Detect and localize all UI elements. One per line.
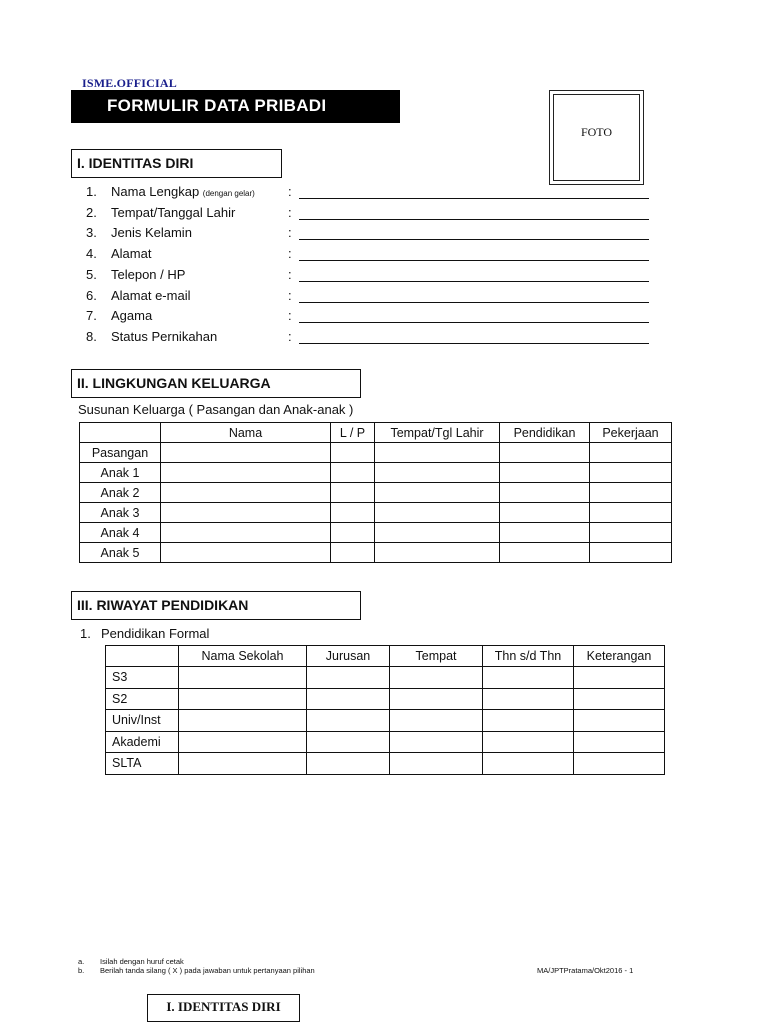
education-table (105, 645, 665, 775)
family-header-cell: Pendidikan (500, 423, 590, 443)
field-input-line[interactable] (299, 281, 649, 282)
education-row (106, 688, 665, 710)
field-colon: : (288, 246, 292, 262)
family-cell[interactable] (331, 463, 375, 483)
education-cell[interactable] (390, 753, 483, 775)
education-row-label: SLTA (106, 753, 179, 775)
field-label-text: Jenis Kelamin (111, 225, 192, 241)
family-cell[interactable] (331, 523, 375, 543)
brand-label: ISME.OFFICIAL (82, 76, 177, 90)
education-cell[interactable] (483, 753, 574, 775)
education-cell[interactable] (574, 731, 665, 753)
field-colon: : (288, 184, 292, 199)
family-cell[interactable] (161, 463, 331, 483)
field-number: 8. (86, 328, 97, 344)
family-header-cell: Nama (161, 423, 331, 443)
identity-field-row (86, 184, 649, 200)
education-row (106, 753, 665, 775)
field-label (111, 184, 255, 199)
form-title: FORMULIR DATA PRIBADI (71, 90, 400, 123)
family-row-label: Anak 1 (80, 463, 161, 483)
identity-field-row (86, 267, 649, 283)
family-cell[interactable] (500, 503, 590, 523)
family-cell[interactable] (590, 523, 672, 543)
field-label-note: (dengan gelar) (202, 189, 255, 198)
family-row (80, 443, 672, 463)
family-cell[interactable] (590, 543, 672, 563)
family-cell[interactable] (375, 463, 500, 483)
family-row (80, 543, 672, 563)
footnote-b-marker: b. (78, 966, 85, 975)
field-colon: : (288, 225, 292, 241)
education-cell[interactable] (307, 667, 390, 689)
field-label (111, 308, 152, 323)
field-label-text: Alamat e-mail (111, 287, 191, 303)
field-number: 6. (86, 287, 97, 303)
family-header-cell: L / P (331, 423, 375, 443)
identity-field-row (86, 246, 649, 262)
family-cell[interactable] (500, 443, 590, 463)
field-input-line[interactable] (299, 260, 649, 261)
field-label (111, 288, 190, 303)
next-page-heading: I. IDENTITAS DIRI (147, 994, 300, 1022)
family-cell[interactable] (161, 543, 331, 563)
education-header-cell: Keterangan (574, 646, 665, 667)
identity-field-row (86, 329, 649, 345)
family-cell[interactable] (590, 503, 672, 523)
field-label-text: Agama (111, 308, 153, 324)
field-label-text: Alamat (111, 246, 152, 262)
page-code: MA/JPTPratama/Okt2016 - 1 (537, 966, 634, 975)
field-input-line[interactable] (299, 302, 649, 303)
field-label-text: Telepon / HP (111, 266, 186, 282)
education-cell[interactable] (179, 667, 307, 689)
education-row-label: S2 (106, 688, 179, 710)
education-header-cell: Thn s/d Thn (483, 646, 574, 667)
photo-box (549, 90, 644, 185)
field-colon: : (288, 204, 292, 220)
field-label-text: Tempat/Tanggal Lahir (111, 204, 236, 220)
identity-field-row (86, 205, 649, 221)
education-cell[interactable] (483, 731, 574, 753)
family-header-cell: Tempat/Tgl Lahir (375, 423, 500, 443)
field-label (111, 205, 235, 220)
family-row-label: Anak 2 (80, 483, 161, 503)
education-cell[interactable] (574, 710, 665, 732)
family-cell[interactable] (331, 483, 375, 503)
identity-field-row (86, 308, 649, 324)
field-number: 3. (86, 225, 97, 241)
footnote-b-text: Berilah tanda silang ( X ) pada jawaban untuk pertanyaan pilihan (100, 966, 315, 975)
field-label (111, 267, 185, 282)
education-cell[interactable] (307, 731, 390, 753)
education-cell[interactable] (179, 753, 307, 775)
field-number: 4. (86, 246, 97, 262)
section-pendidikan-title: III. RIWAYAT PENDIDIKAN (71, 591, 361, 620)
family-cell[interactable] (331, 443, 375, 463)
field-colon: : (288, 328, 292, 344)
education-header-cell: Jurusan (307, 646, 390, 667)
field-colon: : (288, 308, 292, 324)
family-cell[interactable] (331, 543, 375, 563)
education-cell[interactable] (483, 710, 574, 732)
family-cell[interactable] (500, 483, 590, 503)
education-cell[interactable] (307, 688, 390, 710)
education-row (106, 710, 665, 732)
section-keluarga-title: II. LINGKUNGAN KELUARGA (71, 369, 361, 398)
section-identitas-title: I. IDENTITAS DIRI (71, 149, 282, 178)
family-cell[interactable] (331, 503, 375, 523)
education-cell[interactable] (179, 688, 307, 710)
education-header-cell: Nama Sekolah (179, 646, 307, 667)
education-header-cell: Tempat (390, 646, 483, 667)
education-row-label: Univ/Inst (106, 710, 179, 732)
education-cell[interactable] (574, 667, 665, 689)
identity-field-row (86, 225, 649, 241)
family-cell[interactable] (590, 483, 672, 503)
education-row-label: S3 (106, 667, 179, 689)
family-cell[interactable] (375, 523, 500, 543)
field-label (111, 225, 192, 240)
family-table (79, 422, 672, 563)
field-input-line[interactable] (299, 198, 649, 199)
family-subtitle: Susunan Keluarga ( Pasangan dan Anak-anak ) (78, 402, 354, 417)
field-colon: : (288, 287, 292, 303)
family-cell[interactable] (161, 523, 331, 543)
education-cell[interactable] (483, 667, 574, 689)
field-label (111, 329, 217, 344)
photo-label: FOTO (580, 125, 613, 139)
education-subtitle: Pendidikan Formal (101, 626, 210, 641)
field-input-line[interactable] (299, 219, 649, 220)
field-input-line[interactable] (299, 322, 649, 323)
field-number: 5. (86, 266, 97, 282)
field-label-text: Status Pernikahan (111, 328, 218, 344)
footnote-a-marker: a. (78, 957, 85, 966)
family-row-label: Anak 5 (80, 543, 161, 563)
education-cell[interactable] (390, 710, 483, 732)
family-cell[interactable] (161, 503, 331, 523)
education-cell[interactable] (390, 731, 483, 753)
education-subtitle-number: 1. (80, 626, 91, 641)
family-cell[interactable] (161, 483, 331, 503)
education-row (106, 667, 665, 689)
family-row (80, 483, 672, 503)
family-cell[interactable] (590, 443, 672, 463)
education-cell[interactable] (574, 753, 665, 775)
field-label-text: Nama Lengkap (111, 184, 200, 199)
field-number: 7. (86, 308, 97, 324)
family-header-cell (80, 423, 161, 443)
education-cell[interactable] (574, 688, 665, 710)
education-cell[interactable] (179, 731, 307, 753)
education-row (106, 731, 665, 753)
education-cell[interactable] (390, 688, 483, 710)
family-row (80, 523, 672, 543)
education-cell[interactable] (179, 710, 307, 732)
family-row-label: Pasangan (80, 443, 161, 463)
family-row (80, 503, 672, 523)
family-cell[interactable] (375, 503, 500, 523)
footnote-a-text: Isilah dengan huruf cetak (100, 957, 184, 966)
family-header-cell: Pekerjaan (590, 423, 672, 443)
family-cell[interactable] (161, 443, 331, 463)
education-row-label: Akademi (106, 731, 179, 753)
family-cell[interactable] (375, 483, 500, 503)
family-cell[interactable] (500, 463, 590, 483)
family-cell[interactable] (500, 543, 590, 563)
field-number: 2. (86, 204, 97, 220)
education-header-cell (106, 646, 179, 667)
family-cell[interactable] (500, 523, 590, 543)
identity-field-row (86, 288, 649, 304)
family-row (80, 463, 672, 483)
field-colon: : (288, 266, 292, 282)
education-cell[interactable] (483, 688, 574, 710)
education-cell[interactable] (307, 753, 390, 775)
field-number: 1. (86, 184, 97, 199)
family-row-label: Anak 3 (80, 503, 161, 523)
field-input-line[interactable] (299, 239, 649, 240)
field-input-line[interactable] (299, 343, 649, 344)
family-cell[interactable] (375, 443, 500, 463)
education-cell[interactable] (390, 667, 483, 689)
family-cell[interactable] (590, 463, 672, 483)
education-cell[interactable] (307, 710, 390, 732)
family-cell[interactable] (375, 543, 500, 563)
field-label (111, 246, 151, 261)
family-row-label: Anak 4 (80, 523, 161, 543)
